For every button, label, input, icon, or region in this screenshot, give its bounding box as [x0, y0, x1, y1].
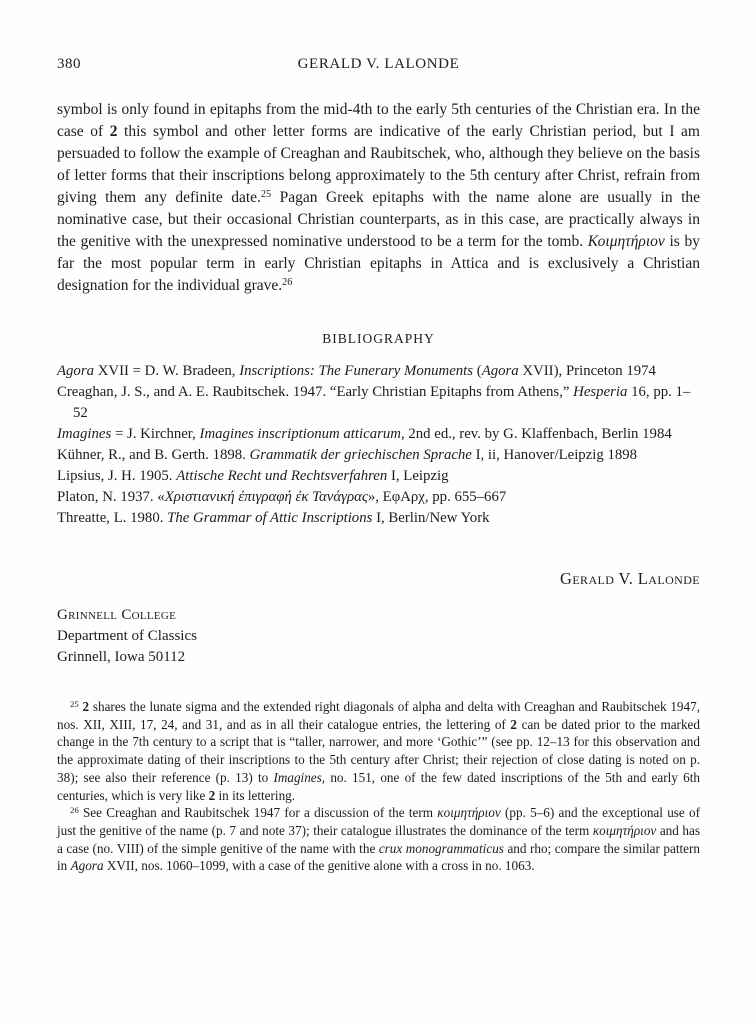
bibliography-heading: BIBLIOGRAPHY — [322, 331, 435, 346]
text-run: Imagines — [57, 426, 112, 442]
text-run: 2 — [109, 123, 118, 140]
text-run: 2 — [82, 699, 90, 714]
text-run: κοιμητήριον — [592, 822, 657, 838]
text-run: 2 — [208, 787, 216, 803]
text-run: κοιμητήριον — [437, 805, 501, 821]
footnote-marker: 26 — [282, 277, 293, 289]
bibliography-list — [57, 361, 700, 529]
text-run: symbol is only found in epitaphs from the mid-4th to the early 5th centuries of the Christian era. In the case of — [57, 101, 700, 140]
footnote-marker: 26 — [70, 805, 79, 816]
text-run: this symbol and other letter forms are indicative of the early Christian period, but I am persuaded to follow the example of Creaghan and Raubitschek, who, although they believe on the basis of letter forms that their inscriptions belong approximately to the 5th century after Christ, refrain from giving them any definite date. — [57, 123, 700, 206]
affiliation-block — [57, 605, 700, 668]
text-run: Grammatik der griechischen Sprache — [249, 447, 472, 463]
text-run: I, Berlin/New York — [372, 510, 490, 526]
footnotes-block — [57, 698, 700, 875]
text-run: = J. Kirchner, — [111, 426, 200, 442]
text-run: The Grammar of Attic Inscriptions — [167, 510, 373, 526]
text-run: (pp. 5–6) and the exceptional use of just the genitive of the name (p. 7 and note 37); their catalogue illustrates the dominance of the term — [57, 805, 701, 838]
text-run: XVII), Princeton 1974 — [518, 363, 656, 379]
page-number: 380 — [57, 56, 81, 72]
text-run: XVII, nos. 1060–1099, with a case of the genitive alone with a cross in no. 1063. — [103, 858, 535, 874]
body-paragraph — [57, 99, 700, 297]
text-run: Agora — [70, 858, 104, 874]
text-run: Inscriptions: The Funerary Monuments — [239, 363, 474, 379]
text-run: is by far the most popular term in early Christian epitaphs in Attica and is exclusively a Christian designation for the individual grave. — [57, 233, 700, 294]
bibliography-entry — [57, 487, 700, 508]
text-run: Κοιμητήριον — [587, 233, 665, 250]
text-run: ( — [473, 363, 482, 379]
text-run: , 2nd ed., rev. by G. Klaffenbach, Berlin 1984 — [400, 426, 672, 442]
bibliography-entry — [57, 508, 700, 529]
text-run: in its lettering. — [215, 787, 296, 803]
text-run: can be dated prior to the marked change in the 7th century to a script that is “taller, narrower, and more ‘Gothic’” (see pp. 12–13 for this observation and the approximate dating of their inscriptions to the 5th century after Christ; their rejection of close dating is noted on p. 38); see also their reference (p. 13) to — [57, 716, 700, 785]
text-run: I, Leipzig — [387, 468, 449, 484]
running-header — [57, 56, 700, 73]
affiliation-address: Grinnell, Iowa 50112 — [57, 649, 186, 665]
text-run: Creaghan, J. S., and A. E. Raubitschek. 1947. “Early Christian Epitaphs from Athens,” — [57, 384, 574, 400]
text-run: 2 — [510, 716, 517, 732]
text-run: and has a case (no. VIII) of the simple genitive of the name with the — [57, 822, 701, 856]
text-run: Attische Recht und Rechtsverfahren — [176, 468, 388, 484]
text-run: Agora — [57, 363, 94, 379]
text-run: Χριστιανική ἐπιγραφή ἐκ Τανάγρας — [164, 489, 368, 505]
text-run: crux monogrammaticus — [378, 840, 504, 856]
text-run: Hesperia — [573, 384, 628, 400]
bibliography-entry — [57, 382, 700, 424]
author-signature: Gerald V. Lalonde — [560, 569, 700, 588]
text-run: Agora — [481, 363, 519, 379]
running-head: GERALD V. LALONDE — [297, 56, 460, 72]
text-run: Imagines — [273, 769, 322, 785]
footnote-marker: 25 — [70, 699, 79, 710]
text-run: XVII = D. W. Bradeen, — [94, 363, 240, 379]
text-run: shares the lunate sigma and the extended right diagonals of alpha and delta with Creaghan and Raubitschek 1947, nos. XII, XIII, 17, 24, and 31, and as in all their catalogue entries, the lettering of — [57, 699, 701, 732]
bibliography-entry — [57, 361, 700, 382]
text-run: Imagines inscriptionum atticarum — [199, 426, 401, 442]
text-run: Pagan Greek epitaphs with the name alone are usually in the nominative case, but their occasional Christian counterparts, as in this case, are practically always in the genitive with the unexpressed nominative understood to be a term for the tomb. — [57, 189, 701, 250]
text-run: Kühner, R., and B. Gerth. 1898. — [57, 447, 250, 463]
bibliography-entry — [57, 424, 700, 445]
footnote — [57, 804, 700, 875]
text-run: 16, pp. 1–52 — [73, 384, 691, 421]
text-run: Platon, N. 1937. « — [57, 489, 165, 505]
footnote-marker: 25 — [260, 189, 272, 201]
text-run: I, ii, Hanover/Leipzig 1898 — [471, 447, 638, 463]
page-content — [57, 99, 700, 875]
text-run: Lipsius, J. H. 1905. — [57, 468, 177, 484]
text-run: , no. 151, one of the few dated inscriptions of the 5th and early 6th centuries, which is very like — [57, 769, 700, 803]
affiliation-department: Department of Classics — [57, 628, 197, 644]
text-run: and rho; compare the similar pattern in — [57, 840, 701, 874]
footnote — [57, 698, 700, 804]
bibliography-entry — [57, 466, 700, 487]
text-run: See Creaghan and Raubitschek 1947 for a discussion of the term — [78, 805, 438, 821]
text-run: Threatte, L. 1980. — [57, 510, 168, 526]
text-run: », ΕφΑρχ, pp. 655–667 — [367, 489, 507, 505]
affiliation-institution: Grinnell College — [57, 607, 177, 623]
bibliography-entry — [57, 445, 700, 466]
